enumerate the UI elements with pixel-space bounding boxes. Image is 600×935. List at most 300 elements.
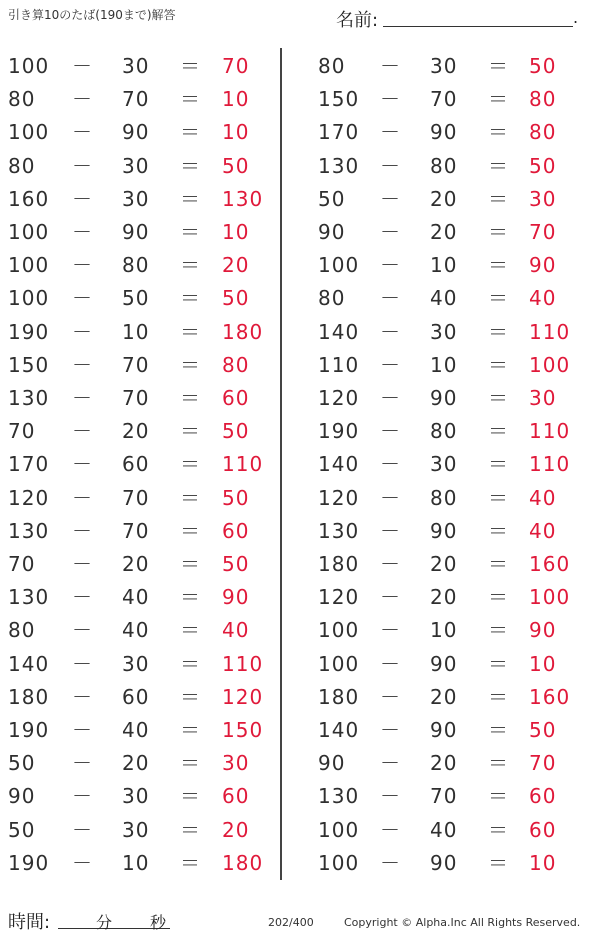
- equals-sign: ＝: [180, 518, 200, 543]
- subtrahend: 30: [122, 784, 150, 809]
- subtrahend: 40: [430, 286, 458, 311]
- minuend: 130: [318, 784, 360, 809]
- equals-sign: ＝: [180, 751, 200, 776]
- subtrahend: 40: [430, 817, 458, 842]
- second-label: 秒: [150, 913, 167, 932]
- answer: 120: [222, 684, 264, 709]
- minus-sign: －: [380, 718, 400, 742]
- subtrahend: 90: [122, 220, 150, 244]
- minuend: 100: [8, 54, 50, 78]
- equals-sign: ＝: [488, 120, 508, 145]
- equals-sign: ＝: [488, 286, 508, 311]
- equals-sign: ＝: [180, 651, 200, 676]
- minuend: 110: [318, 352, 360, 377]
- problem-row: [0, 482, 278, 515]
- problem-row: [0, 50, 278, 83]
- minuend: 140: [318, 319, 360, 344]
- equals-sign: ＝: [488, 87, 508, 112]
- subtrahend: 20: [122, 552, 150, 576]
- minuend: 170: [8, 452, 50, 477]
- minuend: 120: [318, 485, 360, 510]
- answer: 60: [529, 784, 557, 809]
- minuend: 50: [318, 186, 346, 211]
- subtrahend: 40: [122, 585, 150, 610]
- problem-row: [0, 581, 278, 614]
- problem-row: [300, 482, 590, 515]
- problem-row: [300, 681, 590, 714]
- minuend: 190: [8, 850, 50, 875]
- equals-sign: ＝: [180, 684, 200, 709]
- minus-sign: －: [380, 386, 400, 410]
- equals-sign: ＝: [180, 618, 200, 643]
- answer: 110: [529, 452, 571, 477]
- minuend: 180: [318, 552, 360, 576]
- minuend: 50: [8, 817, 36, 842]
- minuend: 100: [8, 253, 50, 278]
- problem-row: [0, 714, 278, 747]
- minuend: 90: [8, 784, 36, 809]
- subtrahend: 30: [430, 452, 458, 477]
- equals-sign: ＝: [180, 120, 200, 145]
- equals-sign: ＝: [180, 585, 200, 610]
- equals-sign: ＝: [180, 153, 200, 178]
- problem-row: [300, 581, 590, 614]
- minuend: 130: [318, 518, 360, 543]
- problem-row: [300, 116, 590, 149]
- equals-sign: ＝: [488, 54, 508, 78]
- answer: 20: [222, 817, 250, 842]
- answer: 100: [529, 585, 571, 610]
- minus-sign: －: [72, 784, 92, 809]
- subtrahend: 30: [122, 817, 150, 842]
- answer: 180: [222, 319, 264, 344]
- subtrahend: 90: [430, 651, 458, 676]
- minus-sign: －: [380, 87, 400, 112]
- answer: 100: [529, 352, 571, 377]
- problem-row: [0, 183, 278, 216]
- subtrahend: 40: [122, 618, 150, 643]
- problem-row: [300, 349, 590, 382]
- minus-sign: －: [72, 618, 92, 643]
- subtrahend: 90: [430, 120, 458, 145]
- answer: 40: [222, 618, 250, 643]
- answer: 110: [222, 452, 264, 477]
- answer: 70: [529, 751, 557, 776]
- answer: 30: [222, 751, 250, 776]
- minuend: 70: [8, 419, 36, 444]
- subtrahend: 90: [430, 718, 458, 742]
- problem-row: [300, 515, 590, 548]
- minus-sign: －: [72, 87, 92, 112]
- answer: 60: [222, 518, 250, 543]
- answer: 40: [529, 518, 557, 543]
- equals-sign: ＝: [488, 784, 508, 809]
- answer: 70: [222, 54, 250, 78]
- problem-row: [300, 150, 590, 183]
- equals-sign: ＝: [488, 386, 508, 410]
- problem-row: [300, 382, 590, 415]
- minus-sign: －: [380, 153, 400, 178]
- problem-row: [0, 847, 278, 880]
- subtrahend: 40: [122, 718, 150, 742]
- minuend: 130: [8, 585, 50, 610]
- subtrahend: 30: [430, 319, 458, 344]
- equals-sign: ＝: [180, 552, 200, 576]
- answer: 90: [529, 253, 557, 278]
- equals-sign: ＝: [180, 850, 200, 875]
- problem-row: [0, 814, 278, 847]
- problem-row: [300, 747, 590, 780]
- minuend: 100: [8, 286, 50, 311]
- minus-sign: －: [72, 319, 92, 344]
- answer: 20: [222, 253, 250, 278]
- subtrahend: 60: [122, 452, 150, 477]
- problem-row: [0, 780, 278, 813]
- answer: 160: [529, 684, 571, 709]
- subtrahend: 80: [122, 253, 150, 278]
- equals-sign: ＝: [180, 319, 200, 344]
- answer: 150: [222, 718, 264, 742]
- equals-sign: ＝: [180, 718, 200, 742]
- problem-row: [300, 282, 590, 315]
- equals-sign: ＝: [488, 319, 508, 344]
- problem-row: [0, 150, 278, 183]
- equals-sign: ＝: [488, 518, 508, 543]
- answer: 90: [529, 618, 557, 643]
- equals-sign: ＝: [488, 253, 508, 278]
- minuend: 80: [8, 87, 36, 112]
- problem-row: [0, 349, 278, 382]
- minus-sign: －: [380, 352, 400, 377]
- minuend: 140: [318, 452, 360, 477]
- minus-sign: －: [380, 850, 400, 875]
- problem-row: [300, 249, 590, 282]
- minus-sign: －: [72, 153, 92, 178]
- minuend: 180: [8, 684, 50, 709]
- answer: 60: [222, 386, 250, 410]
- worksheet-title: 引き算10のたば(190まで)解答: [8, 8, 176, 22]
- problem-row: [300, 780, 590, 813]
- problem-row: [0, 83, 278, 116]
- subtrahend: 90: [430, 850, 458, 875]
- minus-sign: －: [72, 850, 92, 875]
- minus-sign: －: [72, 253, 92, 278]
- problem-row: [300, 548, 590, 581]
- minuend: 100: [318, 817, 360, 842]
- subtrahend: 10: [430, 352, 458, 377]
- minus-sign: －: [380, 419, 400, 444]
- minuend: 90: [318, 220, 346, 244]
- subtrahend: 10: [122, 850, 150, 875]
- minus-sign: －: [72, 186, 92, 211]
- equals-sign: ＝: [488, 452, 508, 477]
- answer: 50: [529, 718, 557, 742]
- equals-sign: ＝: [488, 153, 508, 178]
- answer: 10: [529, 850, 557, 875]
- equals-sign: ＝: [180, 352, 200, 377]
- minus-sign: －: [380, 518, 400, 543]
- problem-row: [0, 116, 278, 149]
- minuend: 70: [8, 552, 36, 576]
- subtrahend: 30: [430, 54, 458, 78]
- answer: 110: [222, 651, 264, 676]
- answer: 50: [529, 153, 557, 178]
- column-divider: [280, 48, 282, 880]
- equals-sign: ＝: [488, 684, 508, 709]
- answer: 80: [529, 120, 557, 145]
- minus-sign: －: [380, 286, 400, 311]
- problem-row: [0, 282, 278, 315]
- subtrahend: 90: [430, 518, 458, 543]
- minuend: 100: [318, 618, 360, 643]
- answer: 110: [529, 319, 571, 344]
- answer: 50: [529, 54, 557, 78]
- minus-sign: －: [72, 220, 92, 244]
- minuend: 80: [8, 153, 36, 178]
- equals-sign: ＝: [180, 817, 200, 842]
- minus-sign: －: [72, 54, 92, 78]
- minuend: 130: [8, 518, 50, 543]
- minuend: 180: [318, 684, 360, 709]
- minuend: 170: [318, 120, 360, 145]
- minuend: 80: [318, 286, 346, 311]
- minuend: 50: [8, 751, 36, 776]
- answer: 70: [529, 220, 557, 244]
- answer: 50: [222, 552, 250, 576]
- equals-sign: ＝: [180, 87, 200, 112]
- minus-sign: －: [380, 253, 400, 278]
- subtrahend: 70: [122, 386, 150, 410]
- equals-sign: ＝: [488, 618, 508, 643]
- equals-sign: ＝: [180, 419, 200, 444]
- equals-sign: ＝: [488, 585, 508, 610]
- problem-row: [0, 648, 278, 681]
- answer: 10: [222, 220, 250, 244]
- problem-row: [300, 847, 590, 880]
- answer: 60: [222, 784, 250, 809]
- subtrahend: 20: [122, 419, 150, 444]
- problem-row: [300, 415, 590, 448]
- minus-sign: －: [380, 319, 400, 344]
- problem-row: [300, 714, 590, 747]
- minus-sign: －: [380, 552, 400, 576]
- answer: 50: [222, 419, 250, 444]
- minus-sign: －: [72, 751, 92, 776]
- minuend: 130: [8, 386, 50, 410]
- minus-sign: －: [380, 684, 400, 709]
- minus-sign: －: [380, 751, 400, 776]
- equals-sign: ＝: [180, 220, 200, 244]
- answer: 30: [529, 386, 557, 410]
- subtrahend: 20: [430, 220, 458, 244]
- subtrahend: 50: [122, 286, 150, 311]
- minus-sign: －: [72, 684, 92, 709]
- equals-sign: ＝: [180, 452, 200, 477]
- subtrahend: 20: [430, 684, 458, 709]
- answer: 40: [529, 485, 557, 510]
- answer: 50: [222, 286, 250, 311]
- answer: 50: [222, 153, 250, 178]
- minus-sign: －: [380, 452, 400, 477]
- minuend: 120: [318, 386, 360, 410]
- minus-sign: －: [380, 186, 400, 211]
- equals-sign: ＝: [488, 718, 508, 742]
- minus-sign: －: [72, 452, 92, 477]
- answer: 80: [529, 87, 557, 112]
- minus-sign: －: [72, 352, 92, 377]
- problem-row: [0, 548, 278, 581]
- minus-sign: －: [72, 419, 92, 444]
- equals-sign: ＝: [180, 54, 200, 78]
- subtrahend: 70: [122, 485, 150, 510]
- answer: 80: [222, 352, 250, 377]
- minuend: 80: [8, 618, 36, 643]
- answer: 30: [529, 186, 557, 211]
- minuend: 190: [8, 718, 50, 742]
- copyright: Copyright © Alpha.Inc All Rights Reserved.: [344, 916, 581, 929]
- minus-sign: －: [72, 585, 92, 610]
- minuend: 120: [8, 485, 50, 510]
- name-label: 名前:: [336, 10, 379, 31]
- subtrahend: 30: [122, 153, 150, 178]
- equals-sign: ＝: [488, 419, 508, 444]
- minus-sign: －: [72, 286, 92, 311]
- minus-sign: －: [72, 651, 92, 676]
- minuend: 100: [318, 651, 360, 676]
- problem-row: [0, 249, 278, 282]
- problem-row: [0, 681, 278, 714]
- answer: 60: [529, 817, 557, 842]
- minus-sign: －: [72, 518, 92, 543]
- answer: 90: [222, 585, 250, 610]
- minuend: 150: [318, 87, 360, 112]
- minus-sign: －: [72, 485, 92, 510]
- minus-sign: －: [380, 651, 400, 676]
- subtrahend: 20: [122, 751, 150, 776]
- equals-sign: ＝: [180, 386, 200, 410]
- minus-sign: －: [380, 120, 400, 145]
- problem-row: [300, 814, 590, 847]
- subtrahend: 70: [122, 87, 150, 112]
- equals-sign: ＝: [180, 485, 200, 510]
- subtrahend: 70: [430, 87, 458, 112]
- subtrahend: 20: [430, 186, 458, 211]
- name-end-dot: .: [573, 8, 579, 27]
- minus-sign: －: [72, 386, 92, 410]
- name-underline: [383, 26, 573, 27]
- answer: 10: [222, 120, 250, 145]
- minuend: 120: [318, 585, 360, 610]
- equals-sign: ＝: [488, 651, 508, 676]
- minuend: 130: [318, 153, 360, 178]
- minuend: 80: [318, 54, 346, 78]
- equals-sign: ＝: [488, 186, 508, 211]
- subtrahend: 60: [122, 684, 150, 709]
- answer: 110: [529, 419, 571, 444]
- answer: 180: [222, 850, 264, 875]
- problem-row: [300, 183, 590, 216]
- answer: 160: [529, 552, 571, 576]
- equals-sign: ＝: [488, 552, 508, 576]
- minus-sign: －: [380, 485, 400, 510]
- answer: 50: [222, 485, 250, 510]
- subtrahend: 90: [430, 386, 458, 410]
- problem-row: [0, 515, 278, 548]
- problem-row: [0, 382, 278, 415]
- subtrahend: 20: [430, 552, 458, 576]
- equals-sign: ＝: [488, 485, 508, 510]
- minuend: 190: [318, 419, 360, 444]
- subtrahend: 80: [430, 485, 458, 510]
- minuend: 100: [8, 120, 50, 145]
- equals-sign: ＝: [180, 286, 200, 311]
- problem-row: [300, 614, 590, 647]
- minus-sign: －: [380, 585, 400, 610]
- subtrahend: 10: [122, 319, 150, 344]
- problem-row: [0, 747, 278, 780]
- answer: 40: [529, 286, 557, 311]
- minus-sign: －: [72, 552, 92, 576]
- subtrahend: 10: [430, 253, 458, 278]
- subtrahend: 90: [122, 120, 150, 145]
- answer: 10: [222, 87, 250, 112]
- equals-sign: ＝: [488, 817, 508, 842]
- problem-row: [300, 648, 590, 681]
- problem-row: [0, 316, 278, 349]
- subtrahend: 30: [122, 54, 150, 78]
- answer: 10: [529, 651, 557, 676]
- subtrahend: 30: [122, 651, 150, 676]
- subtrahend: 20: [430, 751, 458, 776]
- equals-sign: ＝: [488, 352, 508, 377]
- minus-sign: －: [380, 817, 400, 842]
- time-label: 時間:: [8, 912, 51, 933]
- minuend: 100: [318, 850, 360, 875]
- equals-sign: ＝: [488, 220, 508, 244]
- minus-sign: －: [72, 718, 92, 742]
- minuend: 190: [8, 319, 50, 344]
- problem-row: [0, 216, 278, 249]
- minuend: 100: [318, 253, 360, 278]
- minuend: 150: [8, 352, 50, 377]
- page-number: 202/400: [268, 916, 314, 929]
- equals-sign: ＝: [180, 784, 200, 809]
- subtrahend: 20: [430, 585, 458, 610]
- minus-sign: －: [380, 618, 400, 643]
- problem-row: [0, 415, 278, 448]
- minus-sign: －: [72, 120, 92, 145]
- equals-sign: ＝: [488, 850, 508, 875]
- minute-label: 分: [96, 913, 113, 932]
- minuend: 90: [318, 751, 346, 776]
- minuend: 100: [8, 220, 50, 244]
- problem-row: [0, 614, 278, 647]
- problem-row: [300, 83, 590, 116]
- problem-row: [0, 448, 278, 481]
- minuend: 140: [318, 718, 360, 742]
- problem-row: [300, 316, 590, 349]
- answer: 130: [222, 186, 264, 211]
- problem-row: [300, 50, 590, 83]
- equals-sign: ＝: [180, 253, 200, 278]
- subtrahend: 30: [122, 186, 150, 211]
- subtrahend: 70: [122, 352, 150, 377]
- subtrahend: 80: [430, 419, 458, 444]
- minus-sign: －: [380, 784, 400, 809]
- minus-sign: －: [380, 220, 400, 244]
- problem-row: [300, 216, 590, 249]
- equals-sign: ＝: [488, 751, 508, 776]
